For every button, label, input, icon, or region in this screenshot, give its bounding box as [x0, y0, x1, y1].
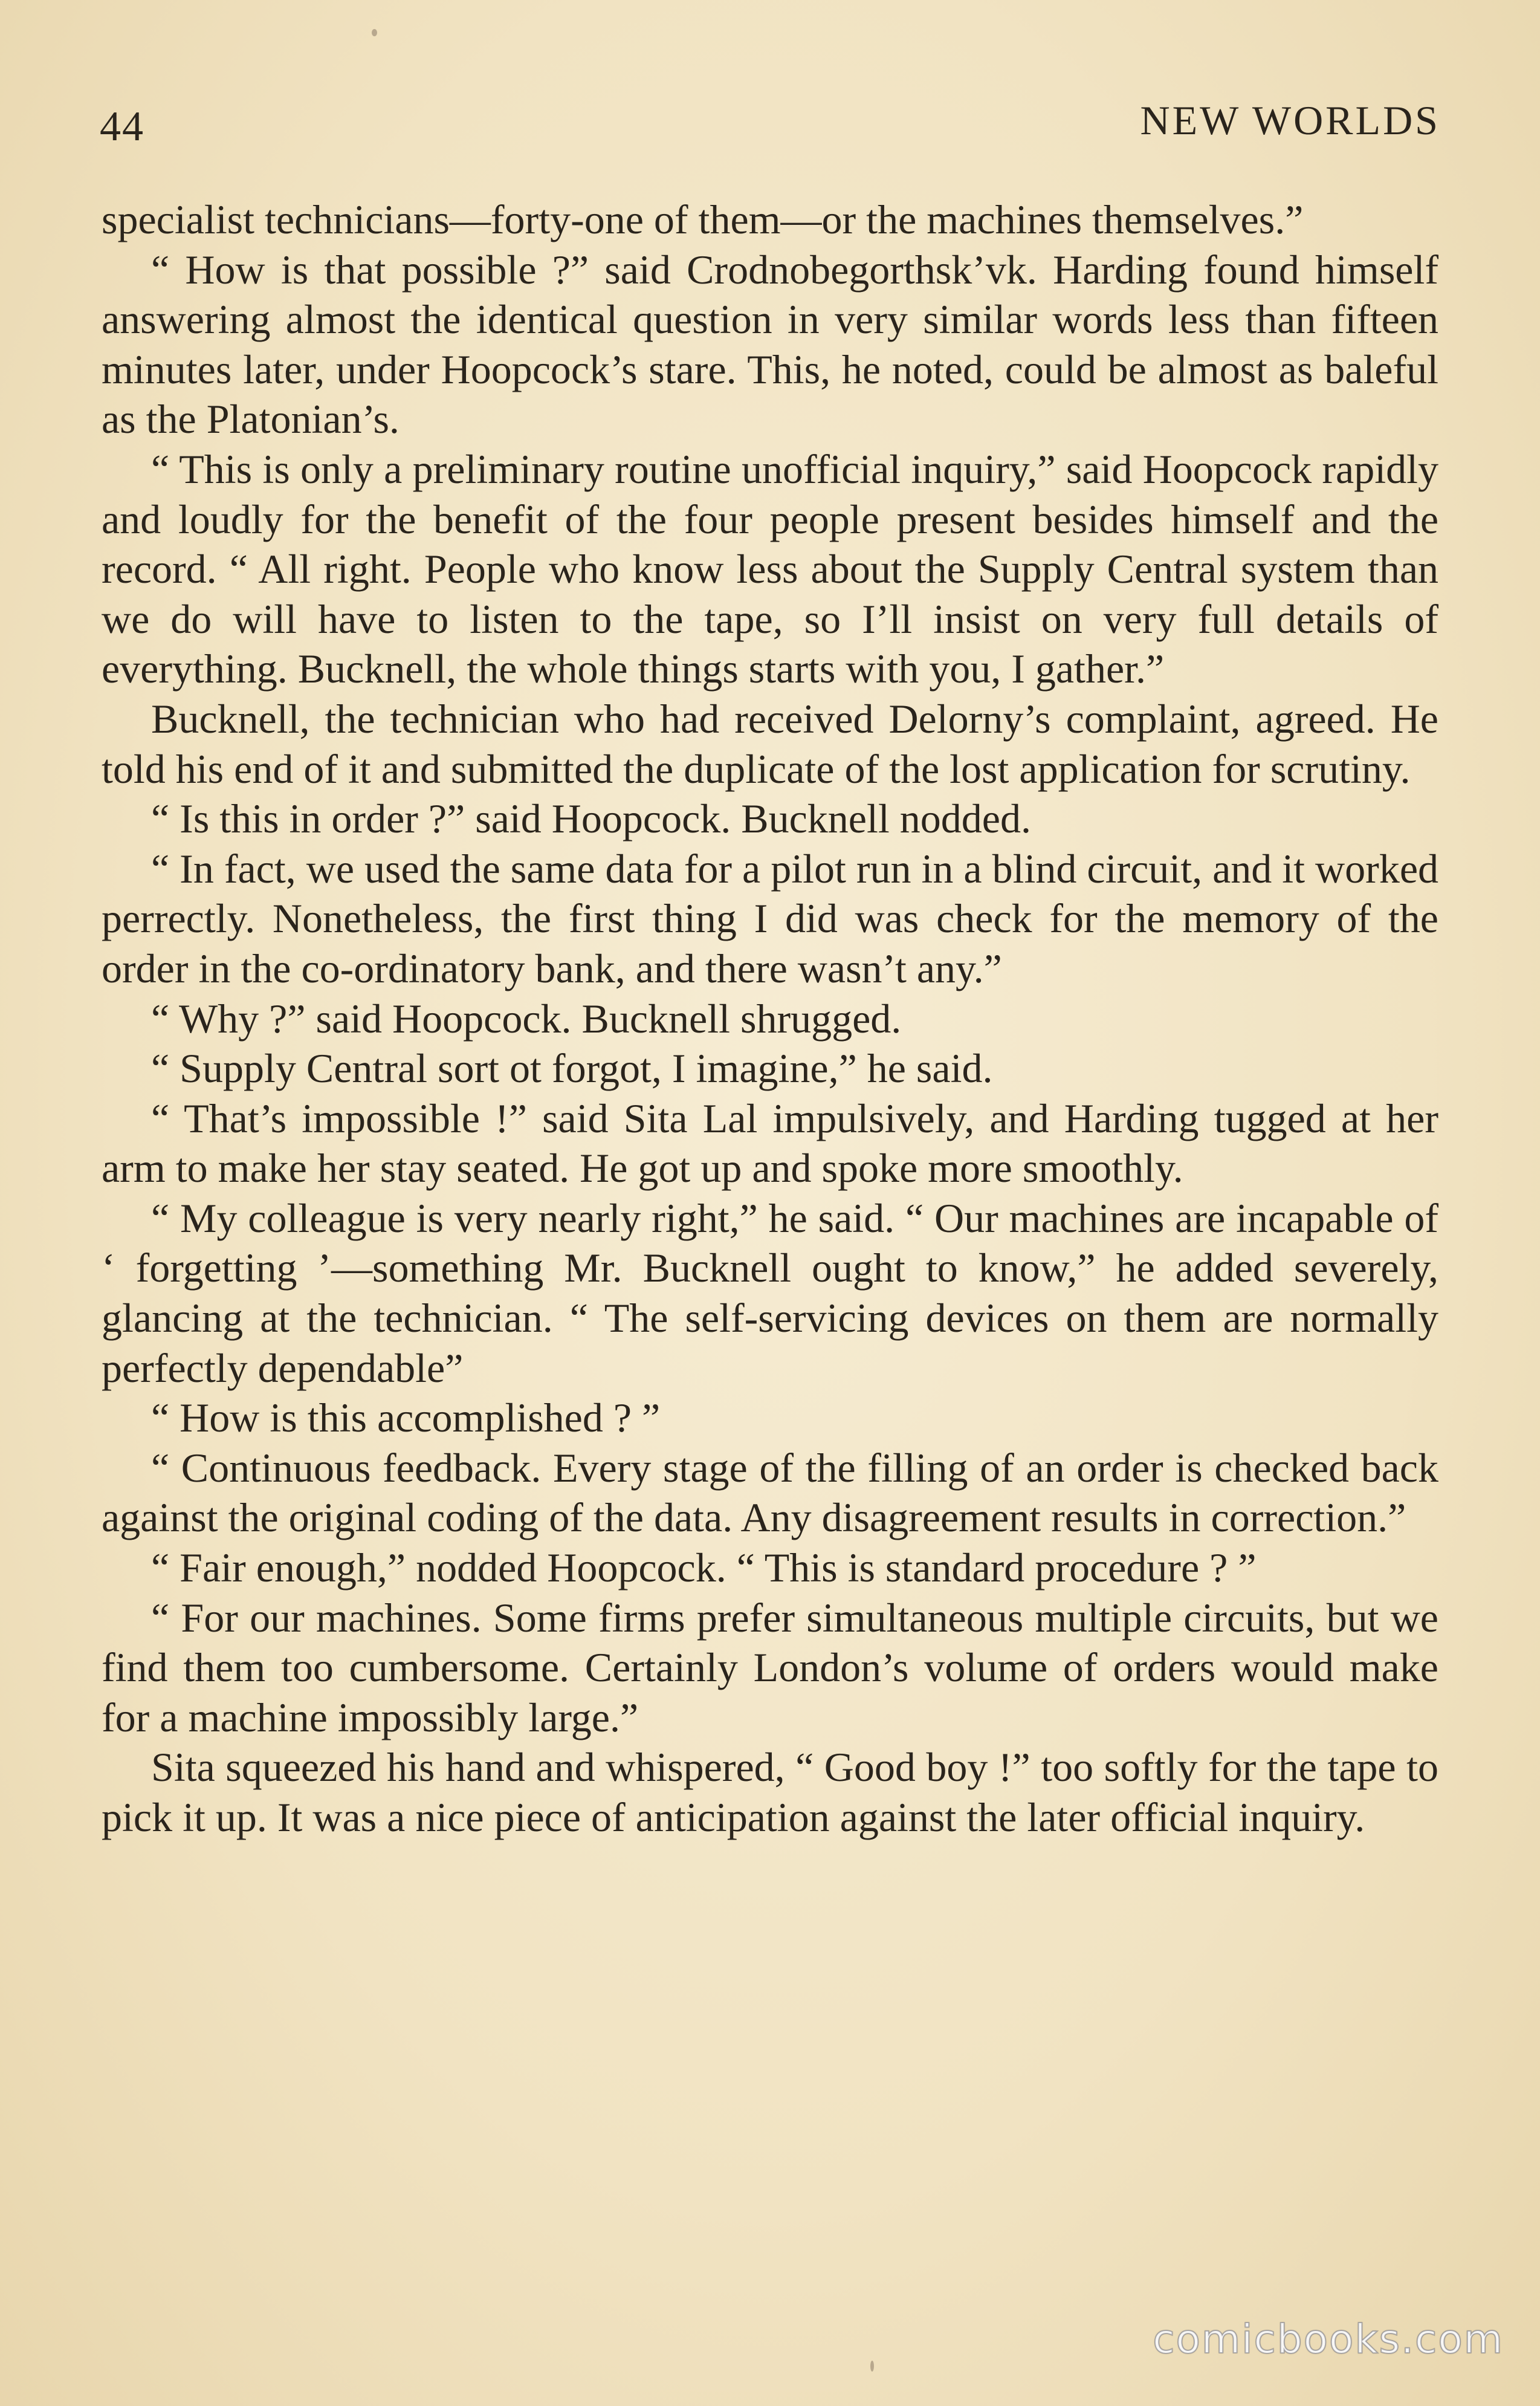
watermark: comicbooks.com — [1153, 2316, 1504, 2362]
body-text — [102, 195, 1438, 1843]
paper-speck — [870, 2361, 874, 2372]
page-header — [100, 91, 1440, 157]
paragraph: “ Is this in order ?” said Hoopcock. Bucknell nodded. — [151, 796, 1031, 842]
page-number: 44 — [100, 103, 144, 150]
paragraph: Bucknell, the technician who had received Delorny’s complaint, agreed. He told his end of it and submitted the duplicate of the lost application for scrutiny. — [102, 695, 1438, 792]
paragraph: “ This is only a preliminary routine unofficial inquiry,” said Hoopcock rapidly and loudly for the benefit of the four people present besides himself and the record. “ All right. People who know less about the Supply Central system than we do will have to listen to the tape, so I’ll insist on very full details of everything. Bucknell, the whole things starts with you, I gather.” — [102, 446, 1438, 692]
paragraph: Sita squeezed his hand and whispered, “ Good boy !” too softly for the tape to pick it up. It was a nice piece of anticipation against the later official inquiry. — [102, 1744, 1438, 1840]
paragraph: “ In fact, we used the same data for a pilot run in a blind circuit, and it worked perrectly. Nonetheless, the first thing I did was check for the memory of the order in the co-ordinatory bank, and there wasn’t any.” — [102, 845, 1438, 991]
paragraph: “ How is this accomplished ? ” — [151, 1395, 661, 1441]
paragraph: “ My colleague is very nearly right,” he said. “ Our machines are incapable of ‘ forgetting ’—something Mr. Bucknell ought to know,” he added severely, glancing at the technician. “ The self-servicing devices on them are normally perfectly dependable” — [102, 1195, 1438, 1391]
paragraph: “ Why ?” said Hoopcock. Bucknell shrugged. — [151, 995, 902, 1042]
paragraph: “ Supply Central sort ot forgot, I imagine,” he said. — [151, 1045, 993, 1092]
running-head: NEW WORLDS — [1140, 97, 1440, 143]
paragraph: “ Continuous feedback. Every stage of the filling of an order is checked back against the original coding of the data. Any disagreement results in correction.” — [102, 1444, 1438, 1541]
paragraph: “ Fair enough,” nodded Hoopcock. “ This is standard procedure ? ” — [151, 1545, 1257, 1591]
paragraph: “ That’s impossible !” said Sita Lal impulsively, and Harding tugged at her arm to make her stay seated. He got up and spoke more smoothly. — [102, 1095, 1438, 1192]
paper-speck — [372, 29, 377, 36]
paragraph: “ How is that possible ?” said Crodnobegorthsk’vk. Harding found himself answering almost the identical question in very similar words less than fifteen minutes later, under Hoopcock’s stare. This, he noted, could be almost as baleful as the Platonian’s. — [102, 246, 1438, 443]
paragraph: specialist technicians—forty-one of them—or the machines themselves.” — [102, 196, 1304, 242]
paragraph: “ For our machines. Some firms prefer simultaneous multiple circuits, but we find them too cumbersome. Certainly London’s volume of orders would make for a machine impossibly large.” — [102, 1594, 1438, 1740]
